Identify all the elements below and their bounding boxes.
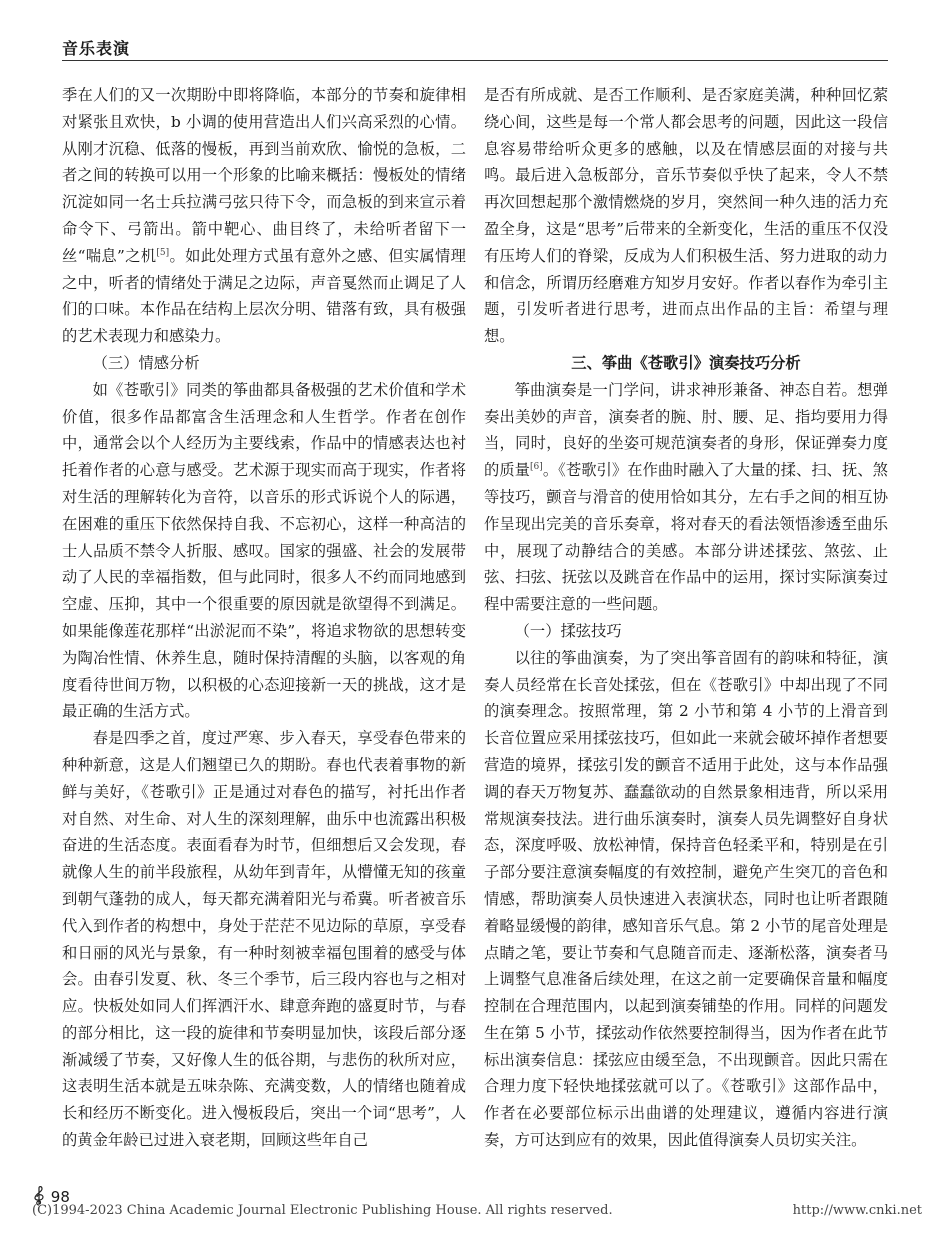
cnki-link[interactable]: http://www.cnki.net [792, 1203, 922, 1218]
subheading-emotion-analysis: （三）情感分析 [92, 353, 200, 372]
paragraph-text: 。《苍歌引》在作曲时融入了大量的揉、扫、抚、煞等技巧，颤音与滑音的使用恰如其分，左右手之间的相互协作呈现出完美的音乐奏章，将对春天的看法领悟渗透至曲乐中，展现了动静结合的美感。本部分讲述揉弦、煞弦、止弦、扫弦、抚弦以及跳音在作品中的运用，探讨实际演奏过程中需要注意的一些问题。 [484, 461, 888, 614]
paragraph-structure-end [62, 82, 466, 350]
page-number: 98 [50, 1188, 70, 1206]
paragraph-vibrato: 以往的筝曲演奏，为了突出筝音固有的韵味和特征，演奏人员经常在长音处揉弦，但在《苍歌引》中却出现了不同的演奏理念。按照常理，第 2 小节和第 4 小节的上滑音到长音位置应采用揉弦技巧，但如此一来就会破坏掉作者想要营造的境界，揉弦引发的颤音不适用于此处，这与本作品强调的春天万物复苏、蠢蠢欲动的自然景象相违背，所以采用常规演奏技法。进行曲乐演奏时，演奏人员先调整好自身状态，深度呼吸、放松神情，保持音色轻柔平和，特别是在引子部分要注意演奏幅度的有效控制，避免产生突兀的音色和情感，帮助演奏人员快速进入表演状态，同时也让听者跟随着略显缓慢的韵律，感知音乐气息。第 2 小节的尾音处理是点睛之笔，要让节奏和气息随音而走、逐渐松落，演奏者马上调整气息准备后续处理，在这之前一定要确保音量和幅度控制在合理范围内，以起到演奏铺垫的作用。同样的问题发生在第 5 小节，揉弦动作依然要控制得当，因为作者在此节标出演奏信息：揉弦应由缓至急，不出现颤音。因此只需在合理力度下轻快地揉弦就可以了。《苍歌引》这部作品中，作者在必要部位标示出曲谱的处理建议，遵循内容进行演奏，方可达到应有的效果，因此值得演奏人员切实关注。 [484, 648, 888, 1150]
paragraph-text: 筝曲演奏是一门学问，讲求神形兼备、神态自若。想弹奏出美妙的声音，演奏者的腕、肘、腰、足、指均要用力得当，同时，良好的坐姿可规范演奏者的身形，保证弹奏力度的质量 [484, 380, 888, 480]
subheading-vibrato: （一）揉弦技巧 [514, 621, 622, 640]
citation-5: [5] [156, 247, 170, 258]
page-footer [32, 1186, 922, 1226]
paragraph-spring: 春是四季之首，度过严寒、步入春天，享受春色带来的种种新意，这是人们翘望已久的期盼。春也代表着事物的新鲜与美好，《苍歌引》正是通过对春色的描写，衬托出作者对自然、对生命、对人生的深刻理解，曲乐中也流露出积极奋进的生活态度。表面看春为时节，但细想后又会发现，春就像人生的前半段旅程，从幼年到青年，从懵懂无知的孩童到朝气蓬勃的成人，每天都充满着阳光与希冀。听者被音乐代入到作者的构想中，身处于茫茫不见边际的草原，享受春和日丽的风光与景象，有一种时刻被幸福包围着的感受与体会。由春引发夏、秋、冬三个季节，后三段内容也与之相对应。快板处如同人们挥洒汗水、肆意奔跑的盛夏时节，与春的部分相比，这一段的旋律和节奏明显加快，该段后部分逐渐减缓了节奏，又好像人生的低谷期，与悲伤的秋所对应，这表明生活本就是五味杂陈、充满变数，人的情绪也随着成长和经历不断变化。进入慢板段后，突出一个词“思考”，人的黄金年龄已过进入衰老期，回顾这些年自己 [62, 729, 466, 1150]
right-column [484, 82, 888, 1154]
section-heading-technique: 三、筝曲《苍歌引》演奏技巧分析 [571, 353, 801, 372]
paragraph-text: 。如此处理方式虽有意外之感、但实属情理之中，听者的情绪处于满足之边际，声音戛然而止调足了人们的口味。本作品在结构上层次分明、错落有致，具有极强的艺术表现力和感染力。 [62, 246, 466, 346]
copyright-text: (C)1994-2023 China Academic Journal Electronic Publishing House. All rights reserved. [32, 1203, 613, 1218]
citation-6: [6] [530, 462, 543, 473]
paragraph-reflection: 是否有所成就、是否工作顺利、是否家庭美满，种种回忆萦绕心间，这些是每一个常人都会思考的问题，因此这一段信息容易带给听众更多的感触，以及在情感层面的对接与共鸣。最后进入急板部分，音乐节奏似乎快了起来，令人不禁再次回想起那个激情燃烧的岁月，突然间一种久违的活力充盈全身，这是“思考”后带来的全新变化，生活的重压不仅没有压垮人们的脊梁，反成为人们积极生活、努力进取的动力和信念，所谓历经磨难方知岁月安好。作者以春作为牵引主题，引发听者进行思考，进而点出作品的主旨：希望与理想。 [484, 86, 888, 346]
paragraph-text: 季在人们的又一次期盼中即将降临，本部分的节奏和旋律相对紧张且欢快，b 小调的使用营造出人们兴高采烈的心情。从刚才沉稳、低落的慢板，再到当前欢欣、愉悦的急板，二者之间的转换可以用一个形象的比喻来概括：慢板处的情绪沉淀如同一名士兵拉满弓弦只待下令，而急板的到来宣示着命令下、弓箭出。箭中靶心、曲目终了，未给听者留下一丝“喘息”之机 [62, 86, 466, 265]
header-rule [62, 60, 888, 61]
paragraph-emotion: 如《苍歌引》同类的筝曲都具备极强的艺术价值和学术价值，很多作品都富含生活理念和人生哲学。作者在创作中，通常会以个人经历为主要线索，作品中的情感表达也衬托着作者的心意与感受。艺术源于现实而高于现实，作者将对生活的理解转化为音符，以音乐的形式诉说个人的际遇，在困难的重压下依然保持自我、不忘初心，这样一种高洁的士人品质不禁令人折服、感叹。国家的强盛、社会的发展带动了人民的幸福指数，但与此同时，很多人不约而同地感到空虚、压抑，其中一个很重要的原因就是欲望得不到满足。如果能像莲花那样“出淤泥而不染”，将追求物欲的思想转变为陶冶性情、休养生息，随时保持清醒的头脑，以客观的角度看待世间万物，以积极的心态迎接新一天的挑战，这才是最正确的生活方式。 [62, 380, 466, 721]
running-header [62, 36, 888, 66]
left-column [62, 82, 466, 1154]
journal-title: 音乐表演 [62, 39, 131, 58]
paragraph-technique-intro [484, 377, 888, 618]
copyright-line [32, 1203, 922, 1218]
